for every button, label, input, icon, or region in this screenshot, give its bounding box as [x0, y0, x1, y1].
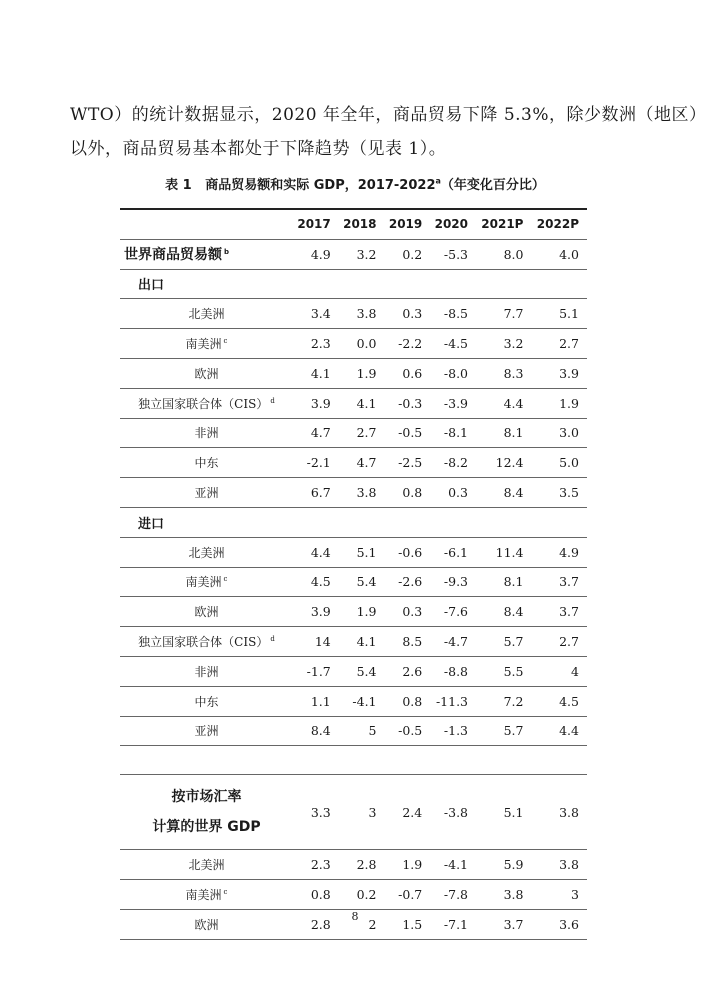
value-cell: 3.9 — [310, 395, 331, 411]
region-label — [120, 418, 293, 448]
region-row — [120, 686, 587, 716]
value-cell: -0.5 — [398, 425, 423, 441]
value-cell: -4.1 — [443, 857, 468, 873]
year-header: 2017 — [297, 217, 331, 232]
value-cell: 8.3 — [503, 365, 524, 381]
value-cell: -0.3 — [398, 395, 423, 411]
region-row — [120, 597, 587, 627]
value-cell: 3.7 — [559, 604, 579, 620]
world-trade-row — [120, 239, 587, 269]
paragraph-line: 以外，商品贸易基本都处于下降趋势（见表 1）。 — [70, 139, 447, 159]
value-cell: -8.5 — [443, 306, 468, 322]
value-cell: 2.8 — [310, 916, 331, 932]
table-caption — [0, 174, 710, 193]
region-name: 北美洲 — [188, 858, 225, 873]
value-cell: 2.4 — [402, 804, 423, 820]
world-gdp-label-line2: 计算的世界 GDP — [152, 819, 261, 836]
value-cell: -3.9 — [443, 395, 468, 411]
value-cell: 2.3 — [310, 857, 331, 873]
value-cell: -4.1 — [352, 693, 377, 709]
value-cell: -8.8 — [443, 663, 468, 679]
spacer-row — [120, 746, 587, 775]
region-row — [120, 418, 587, 448]
value-cell: 7.2 — [503, 693, 524, 709]
region-name: 欧洲 — [194, 917, 219, 932]
value-cell: 3.0 — [559, 425, 579, 441]
region-name: 中东 — [194, 694, 219, 709]
value-cell: 0.6 — [402, 365, 423, 381]
region-label — [120, 850, 293, 880]
value-cell: 5.4 — [356, 663, 377, 679]
value-cell: 1.1 — [310, 693, 331, 709]
body-paragraph — [70, 98, 707, 166]
region-name: 非洲 — [194, 426, 219, 441]
value-cell: 0.3 — [402, 604, 423, 620]
value-cell: 2.7 — [356, 425, 377, 441]
value-cell: 5.0 — [559, 455, 579, 471]
footnote-mark: b — [224, 247, 230, 256]
region-row — [120, 358, 587, 388]
value-cell: 14 — [314, 634, 331, 650]
value-cell: -9.3 — [443, 574, 468, 590]
value-cell: -2.2 — [398, 336, 423, 352]
value-cell: 0.8 — [310, 887, 331, 903]
region-name: 北美洲 — [188, 307, 225, 322]
value-cell: 4.9 — [310, 246, 331, 262]
caption-footnote-mark: a — [435, 176, 441, 186]
region-row — [120, 627, 587, 657]
region-name: 欧洲 — [194, 605, 219, 620]
value-cell: 8.5 — [402, 634, 423, 650]
value-cell: -8.2 — [443, 455, 468, 471]
value-cell: -1.3 — [443, 723, 468, 739]
region-row — [120, 567, 587, 597]
region-row — [120, 299, 587, 329]
value-cell: 4.1 — [356, 634, 377, 650]
value-cell: -4.7 — [443, 634, 468, 650]
footnote-mark: d — [270, 635, 275, 644]
value-cell: 8.1 — [503, 574, 524, 590]
value-cell: 3.2 — [503, 336, 524, 352]
value-cell: 3.9 — [559, 365, 579, 381]
imports-section-row — [120, 507, 587, 537]
value-cell: -6.1 — [443, 544, 468, 560]
world-gdp-label — [120, 775, 293, 850]
year-header: 2018 — [343, 217, 377, 232]
region-label — [120, 299, 293, 329]
value-cell: 3.8 — [356, 306, 377, 322]
value-cell: 3.5 — [559, 485, 579, 501]
region-label — [120, 448, 293, 478]
value-cell: 4.4 — [559, 723, 579, 739]
value-cell: 2.3 — [310, 336, 331, 352]
region-row — [120, 388, 587, 418]
value-cell: 12.4 — [495, 455, 524, 471]
world-trade-label — [120, 239, 293, 269]
value-cell: -8.0 — [443, 365, 468, 381]
value-cell: 4.7 — [356, 455, 377, 471]
value-cell: 3 — [368, 804, 377, 820]
value-cell: 3.7 — [559, 574, 579, 590]
footnote-mark: d — [270, 396, 275, 405]
value-cell: 2.8 — [356, 857, 377, 873]
value-cell: 3.6 — [559, 916, 579, 932]
region-name: 亚洲 — [194, 724, 219, 739]
value-cell: -3.8 — [443, 804, 468, 820]
region-row — [120, 716, 587, 746]
value-cell: 2.6 — [402, 663, 423, 679]
value-cell: -7.6 — [443, 604, 468, 620]
value-cell: 0.8 — [402, 485, 423, 501]
value-cell: -7.8 — [443, 887, 468, 903]
value-cell: -2.6 — [398, 574, 423, 590]
region-row — [120, 537, 587, 567]
value-cell: -8.1 — [443, 425, 468, 441]
value-cell: 4.7 — [310, 425, 331, 441]
header-cell-blank — [120, 209, 293, 239]
footnote-mark: c — [223, 337, 228, 346]
region-label — [120, 358, 293, 388]
value-cell: 3.9 — [310, 604, 331, 620]
value-cell: 3.7 — [503, 916, 524, 932]
value-cell: 2.7 — [559, 634, 579, 650]
year-header: 2020 — [434, 217, 468, 232]
value-cell: 8.4 — [310, 723, 331, 739]
value-cell: 5 — [368, 723, 377, 739]
header-row — [120, 209, 587, 239]
value-cell: 11.4 — [495, 544, 524, 560]
value-cell: -0.7 — [398, 887, 423, 903]
region-row — [120, 656, 587, 686]
value-cell: 5.7 — [503, 723, 524, 739]
value-cell: -7.1 — [443, 916, 468, 932]
value-cell: 0.2 — [356, 887, 377, 903]
value-cell: 1.9 — [356, 365, 377, 381]
caption-label: 表 1 — [165, 178, 192, 193]
region-name: 北美洲 — [188, 545, 225, 560]
value-cell: 0.3 — [402, 306, 423, 322]
value-cell: 8.1 — [503, 425, 524, 441]
value-cell: -0.5 — [398, 723, 423, 739]
region-label — [120, 627, 293, 657]
region-name: 中东 — [194, 456, 219, 471]
region-name: 南美洲 — [185, 575, 222, 590]
region-name: 欧洲 — [194, 366, 219, 381]
value-cell: 2.7 — [559, 336, 579, 352]
value-cell: 8.0 — [503, 246, 524, 262]
value-cell: -11.3 — [435, 693, 468, 709]
value-cell: 2 — [368, 916, 377, 932]
value-cell: 1.9 — [356, 604, 377, 620]
value-cell: 3.4 — [310, 306, 331, 322]
caption-suffix: （年变化百分比） — [440, 178, 545, 193]
value-cell: 4.1 — [356, 395, 377, 411]
world-gdp-row — [120, 775, 587, 850]
region-label — [120, 478, 293, 508]
value-cell: 8.4 — [503, 485, 524, 501]
region-label — [120, 567, 293, 597]
region-label — [120, 537, 293, 567]
spacer-cell — [120, 746, 587, 775]
region-name: 亚洲 — [194, 486, 219, 501]
region-label — [120, 656, 293, 686]
region-label — [120, 597, 293, 627]
value-cell: -4.5 — [443, 336, 468, 352]
footnote-mark: c — [223, 575, 228, 584]
value-cell: 5.4 — [356, 574, 377, 590]
value-cell: 4.1 — [310, 365, 331, 381]
region-row — [120, 478, 587, 508]
region-name: 南美洲 — [185, 337, 222, 352]
trade-gdp-table — [120, 208, 587, 940]
value-cell: 4.9 — [559, 544, 579, 560]
value-cell: 5.1 — [503, 804, 524, 820]
page-number: 8 — [351, 910, 359, 923]
region-name: 独立国家联合体（CIS） — [138, 396, 269, 411]
value-cell: 5.1 — [559, 306, 579, 322]
year-header: 2019 — [388, 217, 423, 232]
value-cell: 4.4 — [503, 395, 524, 411]
region-row — [120, 329, 587, 359]
value-cell: 5.5 — [503, 663, 524, 679]
world-gdp-label-line1: 按市场汇率 — [171, 789, 242, 806]
value-cell: -1.7 — [306, 663, 331, 679]
value-cell: 0.2 — [402, 246, 423, 262]
table-body — [120, 209, 587, 939]
value-cell: 3.2 — [356, 246, 377, 262]
value-cell: 5.1 — [356, 544, 377, 560]
value-cell: 8.4 — [503, 604, 524, 620]
exports-section-row — [120, 269, 587, 299]
value-cell: 7.7 — [503, 306, 524, 322]
value-cell: 4.5 — [310, 574, 331, 590]
region-label — [120, 716, 293, 746]
value-cell: 5.9 — [503, 857, 524, 873]
value-cell: 3.8 — [356, 485, 377, 501]
value-cell: 3 — [571, 887, 579, 903]
value-cell: 3.3 — [310, 804, 331, 820]
year-header: 2022P — [536, 217, 579, 232]
value-cell: -0.6 — [398, 544, 423, 560]
region-row — [120, 880, 587, 910]
year-header: 2021P — [481, 217, 524, 232]
value-cell: 1.9 — [559, 395, 579, 411]
value-cell: 6.7 — [310, 485, 331, 501]
value-cell: -5.3 — [443, 246, 468, 262]
value-cell: 4.0 — [559, 246, 579, 262]
paragraph-line: WTO）的统计数据显示，2020 年全年，商品贸易下降 5.3%，除少数洲（地区） — [70, 105, 707, 125]
value-cell: 0.3 — [448, 485, 468, 501]
region-label — [120, 686, 293, 716]
value-cell: 4.4 — [310, 544, 331, 560]
value-cell: 3.8 — [503, 887, 524, 903]
region-row — [120, 850, 587, 880]
world-trade-text: 世界商品贸易额 — [124, 247, 222, 264]
value-cell: 1.5 — [402, 916, 423, 932]
region-name: 南美洲 — [185, 888, 222, 903]
value-cell: 0.8 — [402, 693, 423, 709]
footnote-mark: c — [223, 888, 228, 897]
value-cell: 3.8 — [559, 857, 579, 873]
region-name: 独立国家联合体（CIS） — [138, 635, 269, 650]
value-cell: 4 — [571, 663, 579, 679]
region-label — [120, 329, 293, 359]
region-name: 非洲 — [194, 664, 219, 679]
value-cell: -2.5 — [398, 455, 423, 471]
value-cell: -2.1 — [306, 455, 331, 471]
caption-title: 商品贸易额和实际 GDP，2017-2022 — [205, 178, 436, 193]
exports-section-label: 出口 — [138, 278, 165, 294]
value-cell: 0.0 — [356, 336, 377, 352]
value-cell: 1.9 — [402, 857, 423, 873]
region-label — [120, 388, 293, 418]
value-cell: 3.8 — [559, 804, 579, 820]
value-cell: 4.5 — [559, 693, 579, 709]
region-label — [120, 880, 293, 910]
value-cell: 5.7 — [503, 634, 524, 650]
imports-section-label: 进口 — [138, 516, 165, 532]
region-row — [120, 448, 587, 478]
